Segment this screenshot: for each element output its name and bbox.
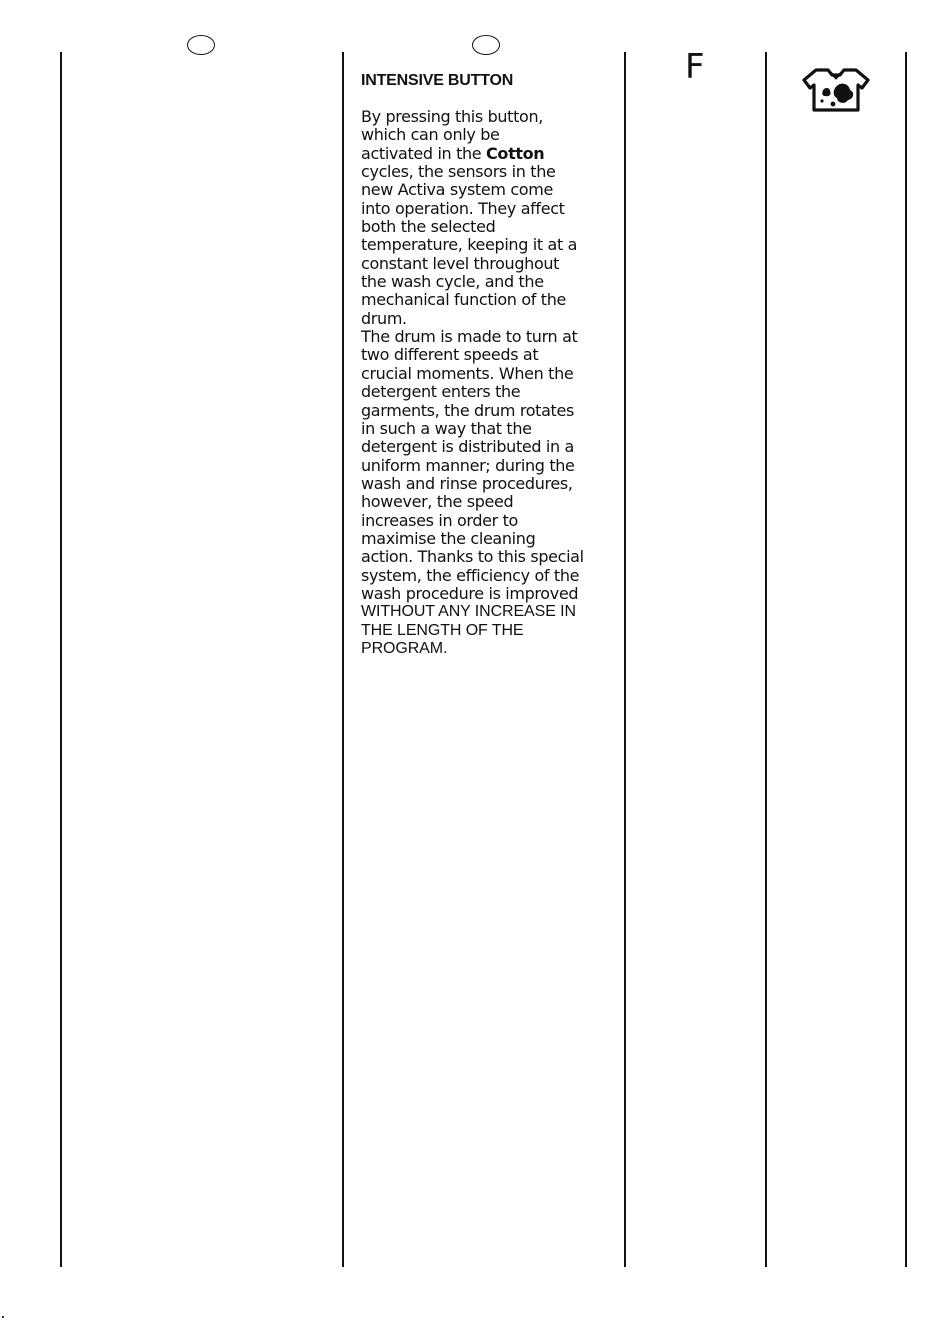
body-line: wash procedure is improved [361,583,579,603]
column-divider-5 [905,52,907,1267]
body-line: two different speeds at [361,345,539,365]
body-line: in such a way that the [361,418,532,438]
body-line-caps: PROGRAM. [361,639,448,657]
body-line: wash and rinse procedures, [361,473,573,493]
body-line: maximise the cleaning [361,528,536,548]
body-line: garments, the drum rotates [361,400,574,420]
body-line: By pressing this button, [361,107,543,126]
body-line-prefix: activated in the [361,143,487,163]
language-oval-left [187,35,215,55]
intensive-button-section [361,72,611,658]
body-line: system, the efficiency of the [361,565,580,585]
button-letter: F [685,47,705,87]
intensive-wash-shirt-icon [802,66,870,112]
body-line: The drum is made to turn at [361,327,578,347]
column-divider-2 [342,52,344,1267]
section-body [361,108,611,658]
body-line: drum. [361,308,407,328]
body-line: detergent enters the [361,382,521,402]
body-line: however, the speed [361,492,514,512]
body-line: cycles, the sensors in the [361,162,556,182]
body-line: both the selected [361,217,496,237]
body-line-caps: WITHOUT ANY INCREASE IN [361,603,576,621]
body-line: action. Thanks to this special [361,547,584,567]
body-line: increases in order to [361,510,518,530]
column-divider-4 [765,52,767,1267]
body-line: into operation. They affect [361,198,565,218]
body-line-caps: THE LENGTH OF THE [361,621,524,639]
body-line: the wash cycle, and the [361,272,544,292]
section-heading: INTENSIVE BUTTON [361,72,514,89]
cotton-bold-word: Cotton [486,143,545,163]
body-line: which can only be [361,125,500,145]
scan-mark [2,1316,4,1318]
column-divider-1 [60,52,62,1267]
language-oval-right [472,35,500,55]
body-line-with-bold [361,145,611,163]
body-line: uniform manner; during the [361,455,575,475]
body-line: crucial moments. When the [361,363,574,383]
body-line: new Activa system come [361,180,553,200]
body-line: temperature, keeping it at a [361,235,578,255]
body-line: constant level throughout [361,253,560,273]
column-divider-3 [624,52,626,1267]
body-line: detergent is distributed in a [361,437,574,457]
body-line: mechanical function of the [361,290,567,310]
